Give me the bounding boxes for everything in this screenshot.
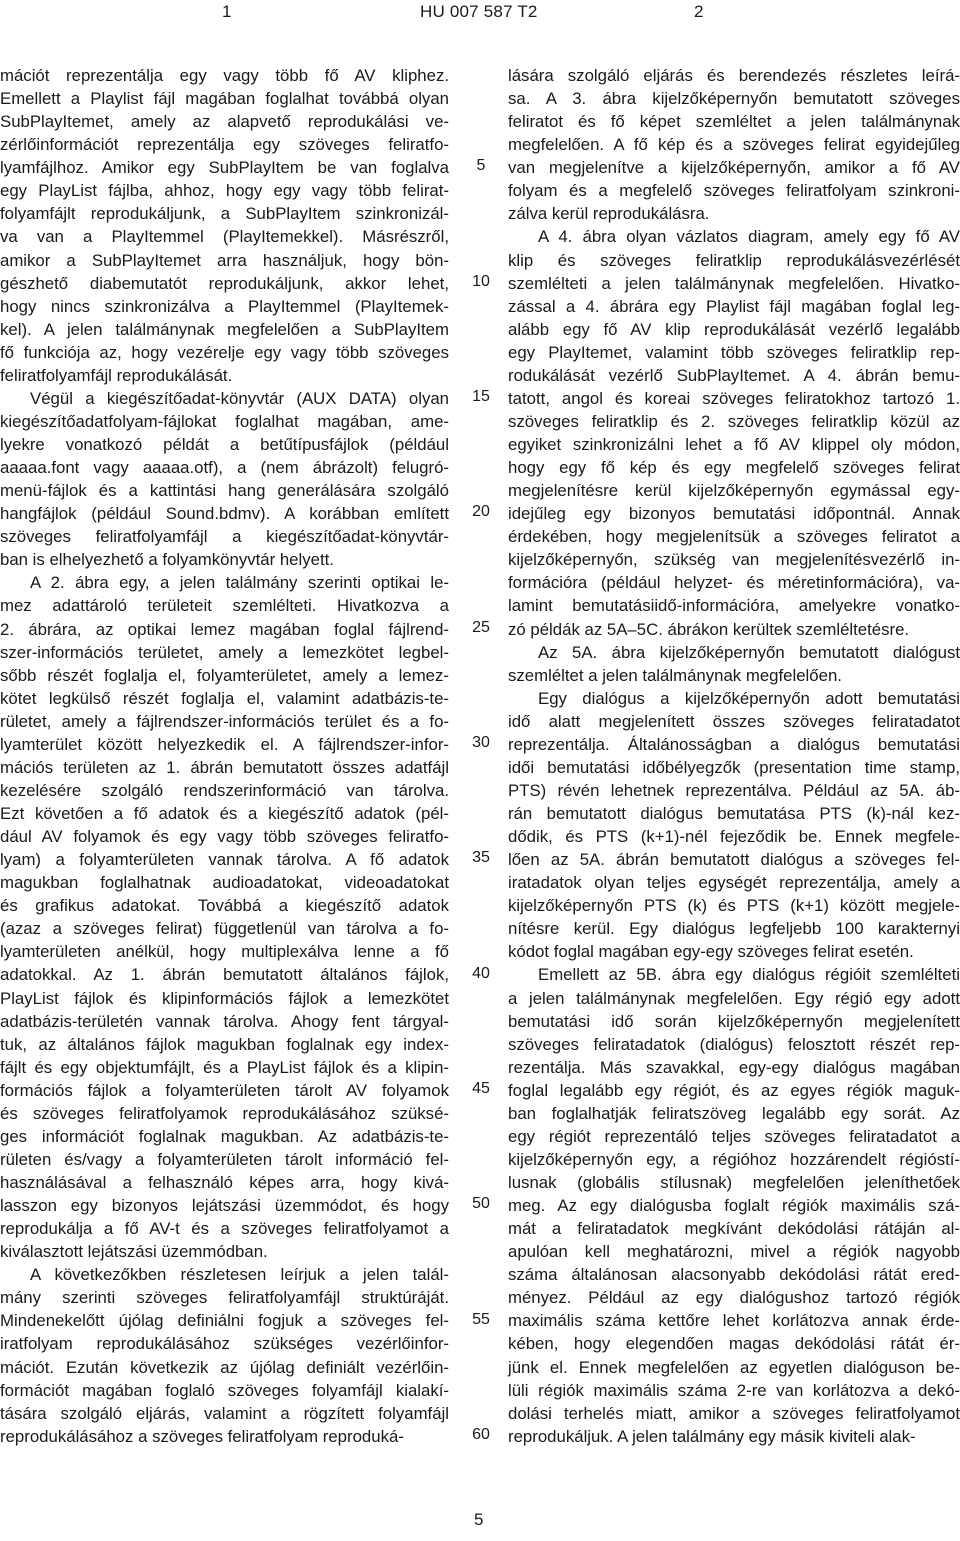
- left-column-line: mációs területen az 1. ábrán bemutatott összes adatfájl: [0, 757, 449, 777]
- right-column-line: meg. Az egy dialógusba foglalt régiók maximális szá-: [508, 1196, 960, 1216]
- left-column-line: feliratfolyamfájl reprodukálását.: [0, 365, 233, 385]
- right-column-line: Emellett az 5B. ábra egy dialógus régióit szemlélteti: [538, 965, 960, 985]
- right-column-line: bemutatási idő során kijelzőképernyőn megjelenített: [508, 1011, 960, 1031]
- right-column-line: hogy egy fő kép és egy megfelelő szöveges felirat: [508, 458, 960, 478]
- right-column-line: érdekében, hogy megjelenítsük a szöveges feliratot a: [508, 527, 960, 547]
- left-column-line: hogy nincs szinkronizálva a PlayItemmel (PlayItemek-: [0, 296, 449, 316]
- right-column-line: zással a 4. ábrára egy Playlist fájl magában foglal leg-: [508, 296, 960, 316]
- right-column-line: szöveges feliratadatok (dialógus) felosztott részét rep-: [508, 1034, 960, 1054]
- right-column-line: szemléltet a jelen találmánynak megfelelően.: [508, 665, 842, 685]
- left-column-line: gészhető diabemutatót reprodukáljunk, akkor lehet,: [0, 273, 449, 293]
- left-column-line: kel). A jelen találmánynak megfelelően a SubPlayItem: [0, 319, 449, 339]
- right-column-line: száma általánosan alacsonyabb dekódolási rátát ered-: [508, 1265, 960, 1285]
- left-column-line: egy PlayList fájlba, ahhoz, hogy egy vagy több felirat-: [0, 181, 449, 201]
- left-column-line: 2. ábrára, az optikai lemez magában foglal fájlrend-: [0, 619, 449, 639]
- left-column-line: iratfolyam reprodukálásához szükséges vezérlőinfor-: [0, 1334, 449, 1354]
- right-column-line: jünk el. Ennek megfelelően az egyetlen dialóguson be-: [508, 1357, 960, 1377]
- left-column-line: Mindenekelőtt újólag definiálni fogjuk a szöveges fel-: [0, 1311, 449, 1331]
- right-column-line: apulóan kell meghatározni, mivel a régiók nagyobb: [508, 1242, 960, 1262]
- left-column-line: adatokkal. Az 1. ábrán bemutatott általános fájlok,: [0, 965, 449, 985]
- left-column-line: reprodukálja a fő AV-t és a szöveges feliratfolyamot a: [0, 1219, 449, 1239]
- line-number: 5: [476, 157, 486, 175]
- right-column-line: szöveges feliratklip és 2. szöveges feliratklip közül az: [508, 411, 960, 431]
- left-column-line: használásával a felhasználó képes arra, hogy kivá-: [0, 1173, 449, 1192]
- left-column-line: tására szolgáló eljárás, valamint a rögzített folyamfájl: [0, 1403, 449, 1423]
- left-column-line: fájlt és egy objektumfájlt, és a PlayList fájlok és a klipin-: [0, 1057, 449, 1077]
- left-column-line: és szöveges feliratfolyamok reprodukálásához szüksé-: [0, 1103, 449, 1123]
- right-column-line: lamint bemutatásiidő-információra, amelyekre vonatko-: [508, 596, 960, 616]
- right-column-line: van megjelenítve a kijelzőképernyőn, amikor a fő AV: [508, 158, 960, 178]
- left-column-line: Végül a kiegészítőadat-könyvtár (AUX DATA) olyan: [30, 388, 449, 408]
- right-column-line: kódot foglal magában egy-egy szöveges felirat esetén.: [508, 942, 914, 962]
- right-column-line: reprodukáljuk. A jelen találmány egy másik kiviteli alak-: [508, 1426, 916, 1446]
- left-column-line: A következőkben részletesen leírjuk a jelen talál-: [30, 1265, 449, 1285]
- right-column-line: A 4. ábra olyan vázlatos diagram, amely egy fő AV: [538, 227, 960, 247]
- left-column-line: A 2. ábra egy, a jelen találmány szerinti optikai le-: [30, 573, 449, 593]
- right-column-line: klip és szöveges feliratklip reprodukálásvezérlését: [508, 250, 960, 270]
- right-column-line: rezentálja. Más szavakkal, egy-egy dialógus magában: [508, 1057, 960, 1077]
- left-column-line: sőbb részét foglalja el, folyamterületet, amely a lemez-: [0, 665, 449, 685]
- left-column-line: szer-információs területet, amely a lemezkötet legbel-: [0, 642, 449, 662]
- right-column-line: kijelzőképernyőn, szükség van megjelenítésvezérlő in-: [508, 550, 960, 570]
- right-column-line: Az 5A. ábra kijelzőképernyőn bemutatott dialógust: [538, 642, 960, 662]
- left-column-line: hangfájlok (például Sound.bdmv). A korábban említett: [0, 504, 449, 524]
- right-column-line: sa. A 3. ábra kijelzőképernyőn bemutatott szöveges: [508, 89, 960, 109]
- right-column-line: folyam és a megfelelő szöveges feliratfolyam szinkroni-: [508, 181, 960, 201]
- right-column-line: iratadatok olyan teljes egységét reprezentálja, amely a: [508, 873, 960, 893]
- right-column-line: feliratot és fő képet szemléltet a jelen találmánynak: [508, 112, 960, 132]
- left-column-line: Ezt követően a fő adatok és a kiegészítő adatok (pél-: [0, 804, 449, 823]
- left-column-line: kiválasztott lejátszási üzemmódban.: [0, 1242, 268, 1262]
- right-column-line: rodukálását vezérlő SubPlayItemet. A 4. ábrán bemu-: [508, 365, 960, 385]
- header-page-left: 1: [222, 2, 232, 21]
- right-column-line: dődik, és PTS (k+1)-nél fejeződik be. Ennek megfele-: [508, 827, 960, 847]
- left-column-line: reprodukálásához a szöveges feliratfolyam reproduká-: [0, 1426, 404, 1446]
- left-column-line: lyamterületen anélkül, hogy multiplexálva lenne a fő: [0, 942, 449, 962]
- left-column-line: amikor a SubPlayItemet arra használjuk, hogy bön-: [0, 250, 449, 270]
- right-column-line: lására szolgáló eljárás és berendezés részletes leírá-: [508, 66, 960, 85]
- right-column-line: ményez. Például az egy dialógushoz tartozó régiók: [508, 1288, 960, 1308]
- left-column-line: kötet legkülső részét foglalja el, valamint adatbázis-te-: [0, 688, 449, 708]
- left-column-line: és grafikus adatokat. Továbbá a kiegészítő adatok: [0, 896, 449, 916]
- right-column-line: idő alatt megjelenített összes szöveges feliratadatot: [508, 711, 960, 731]
- line-number: 15: [472, 387, 490, 405]
- left-column-line: ges információt foglalnak magukban. Az adatbázis-te-: [0, 1126, 449, 1146]
- left-column-line: mez adattároló területeit szemlélteti. Hivatkozva a: [0, 596, 449, 616]
- header-page-right: 2: [694, 2, 704, 21]
- left-column-line: Emellett a Playlist fájl magában foglalhat továbbá olyan: [0, 89, 449, 109]
- left-column-line: dául AV folyamok és egy vagy több szöveges feliratfo-: [0, 827, 449, 847]
- left-column-line: formációt magában foglaló szöveges folyamfájl kialakí-: [0, 1380, 449, 1400]
- line-number: 35: [472, 849, 490, 867]
- right-column-line: tatott, angol és koreai szöveges feliratokhoz tartozó 1.: [508, 388, 960, 408]
- right-column-line: lusnak (globális stílusnak) megfelelően jeleníthetőek: [508, 1173, 960, 1192]
- right-column-line: egyiket szinkronizálni lehet a fő AV klippel oly módon,: [508, 435, 960, 454]
- right-column: [508, 64, 960, 1448]
- right-column-line: zálva kerül reprodukálásra.: [508, 204, 710, 224]
- left-column-line: zérlőinformációt reprezentálja egy szöveges feliratfo-: [0, 135, 449, 155]
- right-column-line: szemlélteti a jelen találmánynak megfelelően. Hivatko-: [508, 273, 960, 293]
- left-column-line: lyamfájlhoz. Amikor egy SubPlayItem be van foglalva: [0, 158, 449, 178]
- left-column-line: rületen és/vagy a folyamterületen tárolt információ fel-: [0, 1149, 449, 1169]
- right-column-line: zó példák az 5A–5C. ábrákon kerültek szemléltetésre.: [508, 619, 910, 639]
- line-number: 55: [472, 1310, 490, 1328]
- right-column-line: kijelzőképernyőn egy, a régióhoz hozzárendelt régióstí-: [508, 1149, 960, 1169]
- left-column-line: aaaaa.font vagy aaaaa.otf), a (nem ábrázolt) felugró-: [0, 458, 449, 478]
- right-column-line: lően az 5A. ábrán bemutatott dialógus a szöveges fel-: [508, 850, 960, 870]
- line-number: 40: [472, 964, 490, 982]
- left-column-line: mációt reprezentálja egy vagy több fő AV kliphez.: [0, 66, 449, 85]
- left-column-line: magukban foglalhatnak audioadatokat, videoadatokat: [0, 873, 449, 893]
- left-column: [0, 64, 449, 1448]
- footer-page-number: 5: [474, 1510, 484, 1529]
- left-column-line: lyekre vonatkozó példát a betűtípusfájlok (például: [0, 435, 449, 454]
- left-column-line: rületet, amely a fájlrendszer-információs terület és a fo-: [0, 711, 449, 731]
- line-number: 25: [472, 618, 490, 636]
- left-column-line: tuk, az általános fájlok magukban foglalnak egy index-: [0, 1034, 449, 1054]
- left-column-line: (azaz a szöveges felirat) függetlenül van tárolva a fo-: [0, 919, 449, 939]
- right-column-line: megjelenítésre kerül kijelzőképernyőn egymással egy-: [508, 481, 960, 501]
- line-number: 10: [472, 272, 490, 290]
- left-column-line: kiegészítőadatfolyam-fájlokat foglalhat magában, ame-: [0, 411, 449, 431]
- left-column-line: mány szerinti szöveges feliratfolyamfájl struktúráját.: [0, 1288, 449, 1308]
- line-number: 20: [472, 503, 490, 521]
- line-number: 45: [472, 1080, 490, 1098]
- right-column-line: reprezentálja. Általánosságban a dialógus bemutatási: [508, 734, 960, 754]
- right-column-line: dolási terhelés miatt, amikor a szöveges feliratfolyamot: [508, 1403, 960, 1423]
- right-column-line: formációra (például helyzet- és méretinformációra), va-: [508, 573, 960, 593]
- header-doc-id: HU 007 587 T2: [420, 2, 538, 21]
- right-column-line: ban foglalhatják feliratszöveg legalább egy sorát. Az: [508, 1103, 960, 1123]
- left-column-line: fő funkciója az, hogy vezérelje egy vagy több szöveges: [0, 342, 449, 362]
- left-column-line: szöveges feliratfolyamfájl a kiegészítőadat-könyvtár-: [0, 527, 449, 547]
- left-column-line: lasszon egy bizonyos lejátszási üzemmódot, és hogy: [0, 1196, 449, 1216]
- right-column-line: idejűleg egy bizonyos bemutatási időpontnál. Annak: [508, 504, 960, 524]
- right-column-line: rán bemutatott dialógus bemutatása PTS (k)-nál kez-: [508, 804, 960, 823]
- right-column-line: a jelen találmánynak megfelelően. Egy régió egy adott: [508, 988, 960, 1008]
- left-column-line: menü-fájlok és a kattintási hang generálására szolgáló: [0, 481, 449, 501]
- right-column-line: egy régiót reprezentáló teljes szöveges feliratadatot a: [508, 1126, 960, 1146]
- line-number: 50: [472, 1195, 490, 1213]
- left-column-line: lyam) a folyamterületen vannak tárolva. A fő adatok: [0, 850, 449, 870]
- right-column-line: Egy dialógus a kijelzőképernyőn adott bemutatási: [538, 688, 960, 708]
- right-column-line: alább egy fő AV klip reprodukálását vezérlő legalább: [508, 319, 960, 339]
- left-column-line: PlayList fájlok és klipinformációs fájlok a lemezkötet: [0, 988, 449, 1008]
- left-column-line: SubPlayItemet, amely az alapvető reprodukálási ve-: [0, 112, 449, 132]
- left-column-line: va van a PlayItemmel (PlayItemekkel). Másrészről,: [0, 227, 449, 247]
- left-column-line: lyamterület között helyezkedik el. A fájlrendszer-infor-: [0, 734, 449, 754]
- right-column-line: kijelzőképernyőn PTS (k) és PTS (k+1) között megjele-: [508, 896, 960, 916]
- left-column-line: kezelésére szolgáló rendszerinformáció van tárolva.: [0, 780, 449, 800]
- right-column-line: idői bemutatási időbélyegzők (presentation time stamp,: [508, 757, 960, 777]
- left-column-line: adatbázis-területén vannak tárolva. Ahogy fent tárgyal-: [0, 1011, 449, 1031]
- right-column-line: foglal legalább egy régiót, és az egyes régiók maguk-: [508, 1080, 960, 1100]
- right-column-line: lüli régiók maximális száma 2-re van korlátozva a dekó-: [508, 1380, 960, 1400]
- left-column-line: formációs fájlok a folyamterületen tárolt AV folyamok: [0, 1080, 449, 1100]
- right-column-line: maximális száma kettőre lehet korlátozva annak érde-: [508, 1311, 960, 1331]
- left-column-line: mációt. Ezután következik az újólag definiált vezérlőin-: [0, 1357, 449, 1377]
- right-column-line: egy PlayItemet, valamint több szöveges feliratklip rep-: [508, 342, 960, 362]
- right-column-line: kében, hogy elegendően magas dekódolási rátát ér-: [508, 1334, 960, 1354]
- left-column-line: ban is elhelyezhető a folyamkönyvtár helyett.: [0, 550, 334, 570]
- right-column-line: mát a feliratadatok megkívánt dekódolási rátáján al-: [508, 1219, 960, 1239]
- right-column-line: PTS) révén lehetnek reprezentálva. Például az 5A. áb-: [508, 780, 960, 800]
- line-number: 60: [472, 1426, 490, 1444]
- right-column-line: megfelelően. A fő kép és a szöveges felirat egyidejűleg: [508, 135, 960, 155]
- right-column-line: nítésre kerül. Egy dialógus legfeljebb 100 karakternyi: [508, 919, 960, 939]
- line-number: 30: [472, 734, 490, 752]
- left-column-line: folyamfájlt reprodukáljunk, a SubPlayItem szinkronizál-: [0, 204, 449, 224]
